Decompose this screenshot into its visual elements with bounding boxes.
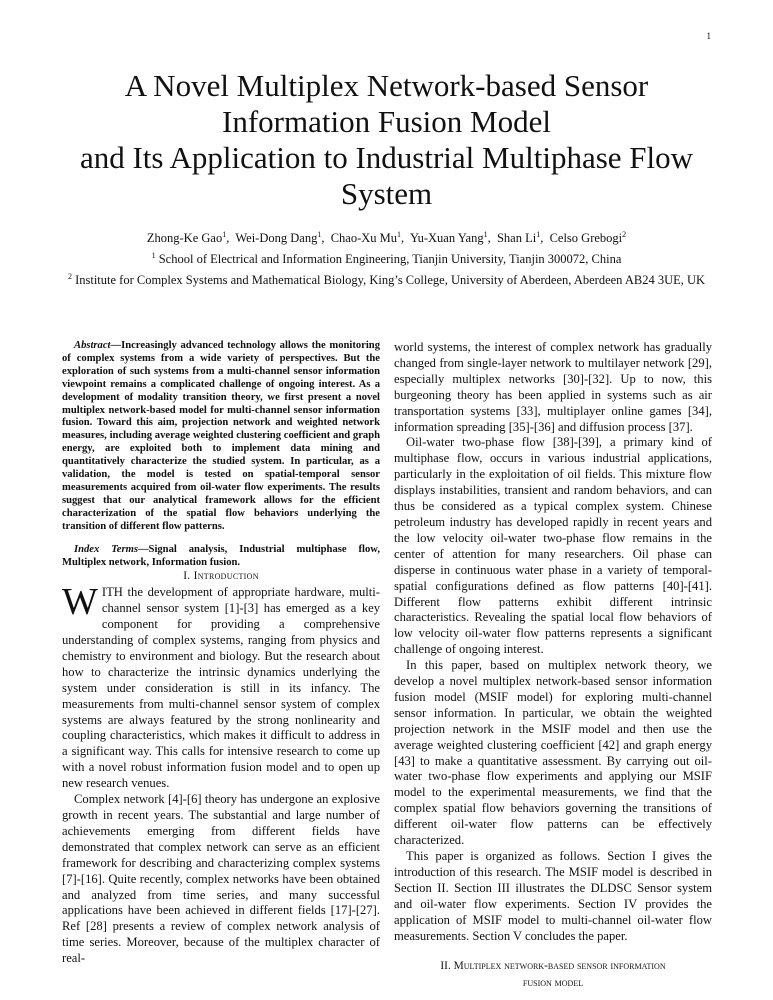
author-affil-mark: 2 (622, 230, 627, 239)
index-terms-text: —Signal analysis, Industrial multiphase flow, Multiplex network, Information fusion. (62, 543, 380, 568)
affiliation-text: School of Electrical and Information Engineering, Tianjin University, Tianjin 300072, China (158, 252, 622, 267)
left-column (62, 340, 380, 967)
drop-cap: W (62, 581, 98, 624)
page-number: 1 (706, 31, 711, 41)
affil-mark: 2 (67, 272, 72, 282)
author: Shan Li (496, 231, 537, 246)
abstract (62, 340, 380, 534)
abstract-label: Abstract (74, 340, 111, 351)
right-column (394, 340, 712, 992)
author: Yu-Xuan Yang (409, 231, 484, 246)
section-heading-2 (394, 958, 712, 992)
author-affil-mark: 1 (222, 230, 227, 239)
intro-paragraph-3: Oil-water two-phase flow [38]-[39], a primary kind of multiphase flow, occurs in various industrial applications, particularly in the exploitation of oil fields. This mixture flow displays instabilities, transient and random behaviors, and can thus be considered as a typical complex system. Chinese petroleum industry has developed rapidly in recent years and the low velocity oil-water two-phase flow remains in the center of attention for many researchers. Oil phase can disperse in continuous water phase in a variety of temporal-spatial configurations defined as flow patterns [40]-[41]. Different flow patterns exhibit different intrinsic characteristics. Revealing the spatial local flow behaviors of low velocity oil-water flow patterns represents a significant challenge of ongoing interest. (394, 435, 712, 657)
affiliation-text: Institute for Complex Systems and Mathematical Biology, King’s College, University of Aberdeen, Aberdeen AB24 3UE, UK (75, 273, 706, 288)
affiliation-2 (30, 268, 743, 289)
affil-mark: 1 (151, 251, 156, 261)
title-line: System (340, 176, 433, 211)
author-affil-mark: 1 (536, 230, 541, 239)
section-heading-line: fusion model (522, 977, 584, 990)
author-affil-mark: 1 (317, 230, 322, 239)
abstract-text: —Increasingly advanced technology allows the monitoring of complex systems from a wide variety of perspectives. But the exploration of such systems from a multi-channel sensor information viewpoint remains a complicated challenge of ongoing interest. As a development of modality transition theory, we first present a novel multiplex network-based model for multi-channel sensor information fusion. Toward this aim, projection network and weighted network measures, including average weighted clustering coefficient and graph energy, are exploited both to implement data mining and quantitatively characterize the studied system. In particular, as a validation, the model is tested on spatial-temporal sensor measurements acquired from oil-water flow experiments. The results suggest that our analytical framework allows for the efficient characterization of the spatial flow behaviors underlying the transition of different flow patterns. (62, 340, 380, 532)
section-number: I. (183, 570, 194, 583)
paragraph-text: ITH the development of appropriate hardware, multi-channel sensor system [1]-[3] has emerged as a key component for providing a comprehensive understanding of complex systems, ranging from physics and chemistry to environment and biology. But the research about how to characterize the intrinsic dynamics underlying the system under consideration is still in its infancy. The measurements from multi-channel sensor system of complex systems are always featured by the strong nonlinearity and coupling characteristics, which makes it difficult to address in a significant way. This calls for intensive research to come up with a novel robust information fusion model and to open up new research venues. (62, 585, 380, 791)
affiliation-1 (30, 247, 743, 268)
author: Zhong-Ke Gao (146, 231, 223, 246)
intro-paragraph-1 (62, 581, 380, 792)
title-line: A Novel Multiplex Network-based Sensor (124, 68, 649, 103)
author-affil-mark: 1 (397, 230, 402, 239)
section-heading-introduction (62, 569, 380, 585)
author-affil-mark: 1 (483, 230, 488, 239)
author-block (30, 226, 743, 289)
section-title: Introduction (193, 570, 259, 583)
author: Wei-Dong Dang (235, 231, 318, 246)
paper-title (40, 68, 733, 212)
intro-paragraph-5: This paper is organized as follows. Section I gives the introduction of this research. The MSIF model is described in Section II. Section III illustrates the DLDSC Sensor system and oil-water flow experiments. Section IV provides the application of MSIF model to multi-channel oil-water flow measurements. Section V concludes the paper. (394, 849, 712, 943)
section-heading-line: II. Multiplex network-based sensor information (440, 960, 666, 973)
index-terms-label: Index Terms (74, 543, 138, 555)
intro-paragraph-2: Complex network [4]-[6] theory has undergone an explosive growth in recent years. The substantial and large number of achievements emerging from different fields have demonstrated that complex network can serve as an efficient framework for describing and characterizing complex systems [7]-[16]. Quite recently, complex networks have been obtained and analyzed from time series, and many successful applications have been achieved in different fields [17]-[27]. Ref [28] presents a review of complex network analysis of time series. Moreover, because of the multiplex character of real- (62, 792, 380, 966)
index-terms (62, 544, 380, 570)
author: Chao-Xu Mu (330, 231, 398, 246)
author: Celso Grebogi (549, 231, 623, 246)
title-line: Information Fusion Model (222, 104, 551, 139)
intro-paragraph-4: In this paper, based on multiplex network theory, we develop a novel multiplex network-based sensor information fusion model (MSIF model) for exploring multi-channel sensor information. In particular, we obtain the weighted projection network in the MSIF model and then use the average weighted clustering coefficient [42] and graph energy [43] to make a quantitative assessment. By carrying out oil-water two-phase flow experiments and applying our MSIF model to the experimental measurements, we find that the complex spatial flow behaviors governing the transitions of different oil-water flow patterns can be effectively characterized. (394, 658, 712, 848)
title-line: and Its Application to Industrial Multiphase Flow (79, 140, 694, 175)
author-list: Zhong-Ke Gao$^1$, Wei-Dong Dang$^1$, Chao-Xu Mu$^1$, Yu-Xuan Yang$^1$, Shan Li$^1$, Celso Grebogi$^2$ (146, 230, 627, 246)
intro-paragraph-2-continued: world systems, the interest of complex network has gradually changed from single-layer network to multilayer network [29], especially multiplex networks [30]-[32]. Up to now, this burgeoning theory has been applied in systems such as air transportation systems [33], multiplayer online games [34], information spreading [35]-[36] and diffusion process [37]. (394, 340, 712, 434)
